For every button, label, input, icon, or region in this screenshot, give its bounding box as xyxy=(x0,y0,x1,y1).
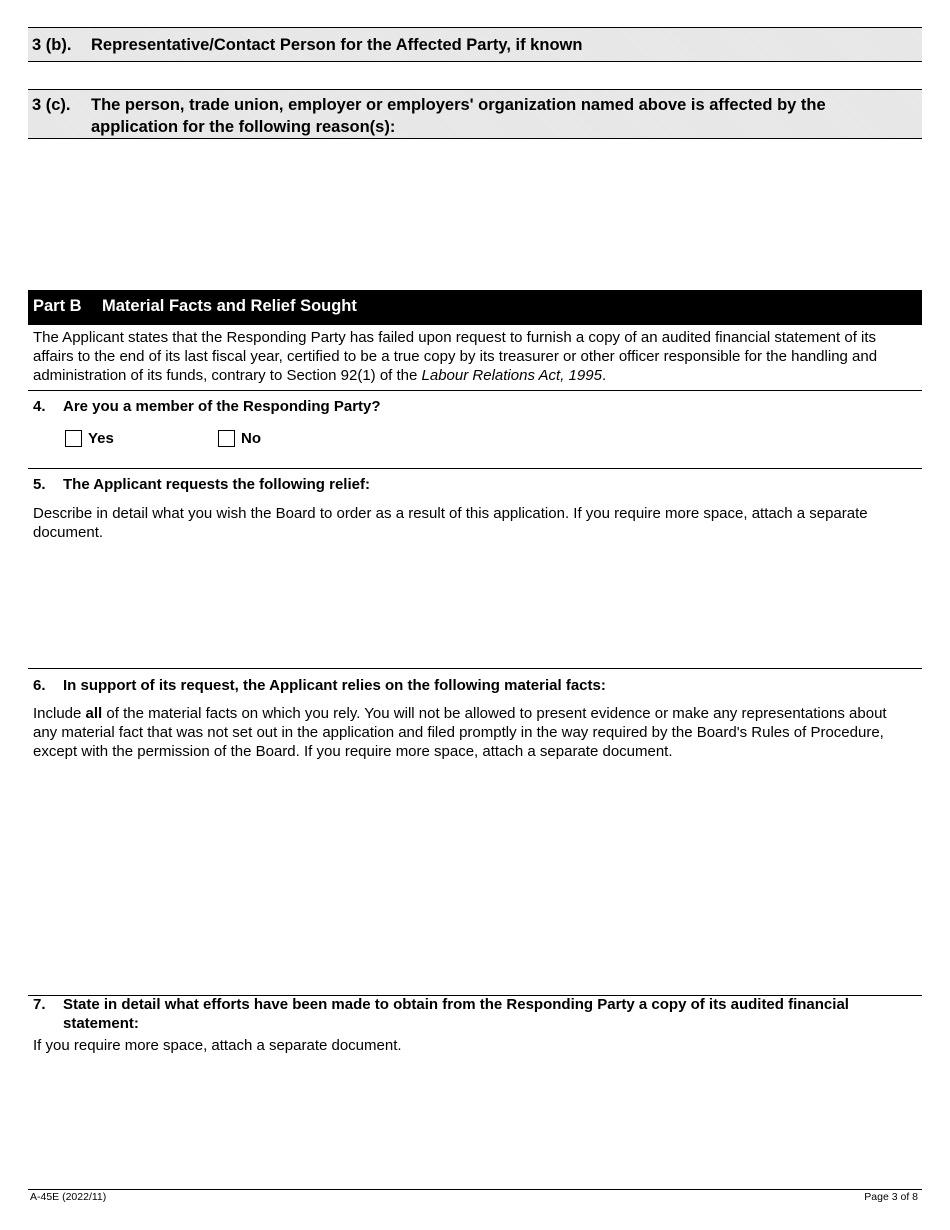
question-5-number: 5. xyxy=(33,476,46,493)
question-7-text: State in detail what efforts have been made to obtain from the Responding Party a copy of its audited financial statement: xyxy=(63,996,849,1032)
act-name: Labour Relations Act, 1995 xyxy=(421,367,602,384)
yes-checkbox[interactable] xyxy=(65,430,82,447)
part-b-title: Material Facts and Relief Sought xyxy=(102,297,357,315)
question-6-text: In support of its request, the Applicant relies on the following material facts: xyxy=(63,677,606,694)
no-checkbox[interactable] xyxy=(218,430,235,447)
divider xyxy=(28,468,922,469)
q6-instr-post: of the material facts on which you rely. You will not be allowed to present evidence or make any representations about any material fact that was not set out in the application and filed promptly in the way required by the Board's Rules of Procedure, except with the permission of the Board. If you require more space, attach a separate document. xyxy=(33,705,887,760)
section-3c-title: The person, trade union, employer or employers' organization named above is affected by the application for the following reason(s): xyxy=(91,96,826,136)
question-7-answer-area[interactable] xyxy=(28,1060,922,1185)
no-label: No xyxy=(241,429,261,447)
option-no[interactable] xyxy=(218,428,261,448)
part-b-header xyxy=(28,290,922,325)
part-b-intro-text: The Applicant states that the Responding Party has failed upon request to furnish a copy of an audited financial statement of its affairs to the end of its last fiscal year, certified to be a true copy by its treasurer or other officer responsible for the handling and administration of its funds, contrary to Section 92(1) of the xyxy=(33,329,878,384)
question-5-text: The Applicant requests the following relief: xyxy=(63,476,370,493)
question-6-number: 6. xyxy=(33,677,46,694)
question-7-number: 7. xyxy=(33,996,46,1013)
section-3b-header xyxy=(28,27,922,62)
footer-divider xyxy=(28,1189,922,1190)
question-4-number: 4. xyxy=(33,398,46,415)
section-3c-number: 3 (c). xyxy=(32,96,71,114)
part-b-intro xyxy=(33,328,913,385)
section-3b-title: Representative/Contact Person for the Affected Party, if known xyxy=(91,36,583,54)
question-5-answer-area[interactable] xyxy=(28,545,922,665)
part-b-label: Part B xyxy=(33,297,82,315)
question-6-instructions xyxy=(33,704,913,761)
question-7-instructions: If you require more space, attach a separate document. xyxy=(33,1037,402,1054)
section-3c-header xyxy=(28,89,922,139)
question-6-answer-area[interactable] xyxy=(28,765,922,990)
question-5-instructions: Describe in detail what you wish the Board to order as a result of this application. If you require more space, attach a separate document. xyxy=(33,505,868,541)
page-number: Page 3 of 8 xyxy=(864,1191,918,1203)
divider xyxy=(28,390,922,391)
option-yes[interactable] xyxy=(65,428,114,448)
section-3b-number: 3 (b). xyxy=(32,36,72,54)
q6-instr-pre: Include xyxy=(33,705,86,722)
part-b-intro-end: . xyxy=(601,367,607,384)
section-3c-answer-area[interactable] xyxy=(28,140,922,288)
question-4-text: Are you a member of the Responding Party? xyxy=(63,398,381,415)
form-code: A-45E (2022/11) xyxy=(30,1191,107,1203)
yes-label: Yes xyxy=(88,429,114,447)
divider xyxy=(28,668,922,669)
q6-instr-bold: all xyxy=(85,705,103,722)
